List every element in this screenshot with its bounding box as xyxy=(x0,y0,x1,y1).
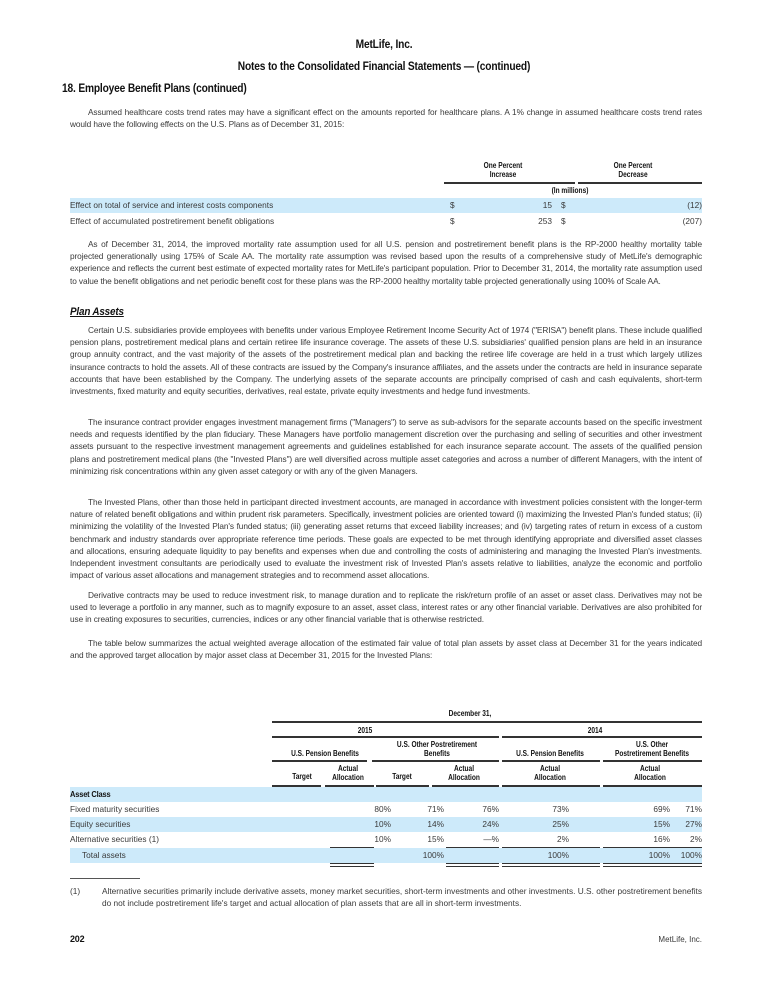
total-row xyxy=(70,848,702,863)
total-double-rule xyxy=(446,863,499,867)
plan-assets-paragraph-1: Certain U.S. subsidiaries provide employees with benefits under various Employee Retirement Income Security Act of 1974 ("ERISA") benefit plans. These include qualified pension plans, postretirement medical plans and certain retiree life insurance coverage. The assets of these U.S. subsidiaries' qualified pension plans are held in an insurance group annuity contract, and the vast majority of the assets of the postretirement medical plan and backing the retiree life coverage are held in a trust which largely utilizes insurance contracts to hold the assets. All of these contracts are issued by the Company's insurance affiliates, and the assets under the contracts are held in insurance separate accounts that have been established by the Company. The underlying assets of the separate accounts are principally comprised of cash and cash equivalents, short-term investments, fixed maturity and equity securities, derivatives, real estate, private equity investments and hedge fund investments. xyxy=(70,325,702,397)
page-subtitle: Notes to the Consolidated Financial Statements — (continued) xyxy=(237,59,531,73)
section-heading: 18. Employee Benefit Plans (continued) xyxy=(62,81,247,95)
row-label: Equity securities xyxy=(70,819,131,829)
pension-2014-actual: 15% xyxy=(653,819,670,829)
company-title: MetLife, Inc. xyxy=(355,37,413,51)
plan-assets-paragraph-3: The Invested Plans, other than those held in participant directed investment accounts, are managed in accordance with investment policies consistent with the longer-term nature of related benefit obligations and within prudent risk parameters. Specifically, investment policies are oriented toward (i) maximizing the Invested Plan's funded status; (ii) minimizing the volatility of the Invested Plan's funded status; (iii) generating asset returns that exceed liability increases; and (iv) targeting rates of return in excess of a custom benchmark and industry standards over appropriate reference time periods. These goals are expected to be met through identifying appropriate and diversified asset classes and allocations, ensuring adequate liquidity to pay benefits and expenses when due and controlling the costs of administering and managing the Invested Plan's investments. Independent investment consultants are periodically used to evaluate the investment risk of Invested Plan's assets relative to liabilities, analyze the economic and portfolio impact of various asset allocations and management strategies and to recommend asset allocations. xyxy=(70,497,702,581)
col-header-decrease-line1: One Percent xyxy=(613,161,653,170)
units-label: (In millions) xyxy=(551,186,589,195)
group-other-2015-line2: Benefits xyxy=(424,749,450,758)
increase-value: 15 xyxy=(542,200,552,210)
other-2015-actual: 100% xyxy=(547,850,569,860)
table-top-header: December 31, xyxy=(448,709,492,718)
footnote-text: Alternative securities primarily include derivative assets, money market securities, short-term investments and other investments. U.S. other postretirement benefits do not include postretirement life's target and actual allocation of plan assets that are all in short-term investments. xyxy=(102,886,702,909)
header-rule xyxy=(372,760,499,762)
col-header-increase-line2: Increase xyxy=(489,170,517,179)
currency-symbol: $ xyxy=(561,200,566,210)
group-other-2014-line1: U.S. Other xyxy=(635,740,669,749)
header-rule xyxy=(444,182,575,184)
currency-symbol: $ xyxy=(450,200,455,210)
year-2014-header: 2014 xyxy=(587,726,603,735)
table-row xyxy=(70,832,702,847)
col-header-decrease xyxy=(588,161,678,179)
year-2015-header: 2015 xyxy=(357,726,373,735)
total-double-rule xyxy=(603,863,702,867)
table-row xyxy=(70,198,702,213)
pension-2015-actual: 15% xyxy=(427,834,444,844)
footnote-marker: (1) xyxy=(70,886,81,896)
col-actual-line2: Allocation xyxy=(534,773,566,782)
asset-class-header-row xyxy=(70,787,702,802)
other-2015-actual: 73% xyxy=(552,804,569,814)
plan-assets-heading: Plan Assets xyxy=(70,306,124,318)
header-rule xyxy=(603,760,702,762)
footnote-divider xyxy=(70,878,140,879)
group-other-2014-line2: Postretirement Benefits xyxy=(614,749,690,758)
header-rule xyxy=(502,760,600,762)
table-row xyxy=(70,817,702,832)
plan-assets-paragraph-4: Derivative contracts may be used to reduce investment risk, to manage duration and to replicate the risk/return profile of an asset or asset class. Derivatives may not be used to leverage a portfolio in any manner, such as to magnify exposure to an asset, asset class, interest rates or any other financial variable. Derivatives are also prohibited for use in creating exposures to securities, currencies, indices or any other financial variable that is otherwise restricted. xyxy=(70,590,702,625)
col-header-decrease-line2: Decrease xyxy=(618,170,648,179)
mortality-paragraph: As of December 31, 2014, the improved mortality rate assumption used for all U.S. pension and postretirement benefit plans is the RP-2000 healthy mortality table projected generationally using 175% of Scale AA. The mortality rate assumption was revised based upon the results of a comprehensive study of MetLife's demographic experience and reflects the current best estimate of expected mortality rates for MetLife's participant population. Prior to December 31, 2014, the mortality rate assumption used to value the benefit obligations and net periodic benefit cost for these plans was the RP-2000 healthy mortality table projected generationally using 100% of Scale AA. xyxy=(70,239,702,286)
header-rule xyxy=(502,736,702,738)
col-actual xyxy=(323,764,372,782)
decrease-value: (12) xyxy=(687,200,702,210)
col-actual xyxy=(625,764,674,782)
row-label: Effect on total of service and interest costs components xyxy=(70,200,274,210)
col-actual-line2: Allocation xyxy=(634,773,666,782)
pension-2014-actual: 16% xyxy=(653,834,670,844)
other-2015-target: 76% xyxy=(482,804,499,814)
group-other-2015-line1: U.S. Other Postretirement xyxy=(396,740,478,749)
other-2015-target: —% xyxy=(483,834,499,844)
other-2014-actual: 2% xyxy=(690,834,702,844)
pension-2015-actual: 71% xyxy=(427,804,444,814)
currency-symbol: $ xyxy=(450,216,455,226)
other-2015-actual: 25% xyxy=(552,819,569,829)
pension-2015-target: 10% xyxy=(374,834,391,844)
pension-2014-actual: 100% xyxy=(648,850,670,860)
pension-2014-actual: 69% xyxy=(653,804,670,814)
header-rule xyxy=(578,182,702,184)
other-2015-actual: 2% xyxy=(557,834,569,844)
header-rule xyxy=(272,736,499,738)
row-label: Fixed maturity securities xyxy=(70,804,160,814)
col-actual-line1: Actual xyxy=(639,764,661,773)
group-other-2014 xyxy=(603,740,701,758)
header-rule xyxy=(272,721,702,723)
page-number: 202 xyxy=(70,934,85,944)
table-row xyxy=(70,214,702,229)
group-pension-2015: U.S. Pension Benefits xyxy=(291,749,359,758)
pension-2015-actual: 14% xyxy=(427,819,444,829)
asset-class-label: Asset Class xyxy=(70,789,111,799)
currency-symbol: $ xyxy=(561,216,566,226)
col-actual-line2: Allocation xyxy=(448,773,480,782)
pension-2015-target: 10% xyxy=(374,819,391,829)
group-other-2015 xyxy=(384,740,491,758)
header-rule xyxy=(272,760,367,762)
pension-2015-actual: 100% xyxy=(422,850,444,860)
col-header-increase-line1: One Percent xyxy=(483,161,523,170)
col-target: Target xyxy=(392,772,412,781)
col-actual-line1: Actual xyxy=(539,764,561,773)
total-double-rule xyxy=(502,863,600,867)
col-actual xyxy=(439,764,488,782)
group-pension-2014: U.S. Pension Benefits xyxy=(516,749,584,758)
intro-paragraph: Assumed healthcare costs trend rates may have a significant effect on the amounts reported for healthcare plans. A 1% change in assumed healthcare costs trend rates would have the following effects on the U.S. Plans as of December 31, 2015: xyxy=(70,107,702,130)
plan-assets-paragraph-2: The insurance contract provider engages investment management firms ("Managers") to serve as sub-advisors for the separate accounts based on the specific investment needs and requests identified by the plan fiduciary. These Managers have portfolio management discretion over the purchasing and selling of securities and other investment assets pursuant to the respective investment management agreements and guidelines established for each insurance separate account. The assets of the qualified pension plans and postretirement medical plans (the "Invested Plans") are well diversified across multiple asset categories and across a number of different Managers, with the intent of minimizing risk concentrations within any given asset category or with any of the given Managers. xyxy=(70,417,702,476)
col-actual xyxy=(525,764,574,782)
col-actual-line1: Actual xyxy=(337,764,359,773)
footer-company: MetLife, Inc. xyxy=(658,935,702,944)
plan-assets-paragraph-5: The table below summarizes the actual weighted average allocation of the estimated fair value of total plan assets by asset class at December 31 for the years indicated and the approved target allocation by major asset class at December 31, 2015 for the Invested Plans: xyxy=(70,638,702,661)
col-actual-line2: Allocation xyxy=(332,773,364,782)
col-header-increase xyxy=(458,161,548,179)
increase-value: 253 xyxy=(538,216,552,226)
table-row xyxy=(70,802,702,817)
row-label: Total assets xyxy=(82,850,126,860)
pension-2015-target: 80% xyxy=(374,804,391,814)
other-2014-actual: 27% xyxy=(685,819,702,829)
other-2014-actual: 100% xyxy=(680,850,702,860)
col-actual-line1: Actual xyxy=(453,764,475,773)
other-2015-target: 24% xyxy=(482,819,499,829)
total-double-rule xyxy=(330,863,374,867)
col-target: Target xyxy=(292,772,312,781)
row-label: Alternative securities (1) xyxy=(70,834,159,844)
row-label: Effect of accumulated postretirement benefit obligations xyxy=(70,216,275,226)
decrease-value: (207) xyxy=(682,216,702,226)
other-2014-actual: 71% xyxy=(685,804,702,814)
